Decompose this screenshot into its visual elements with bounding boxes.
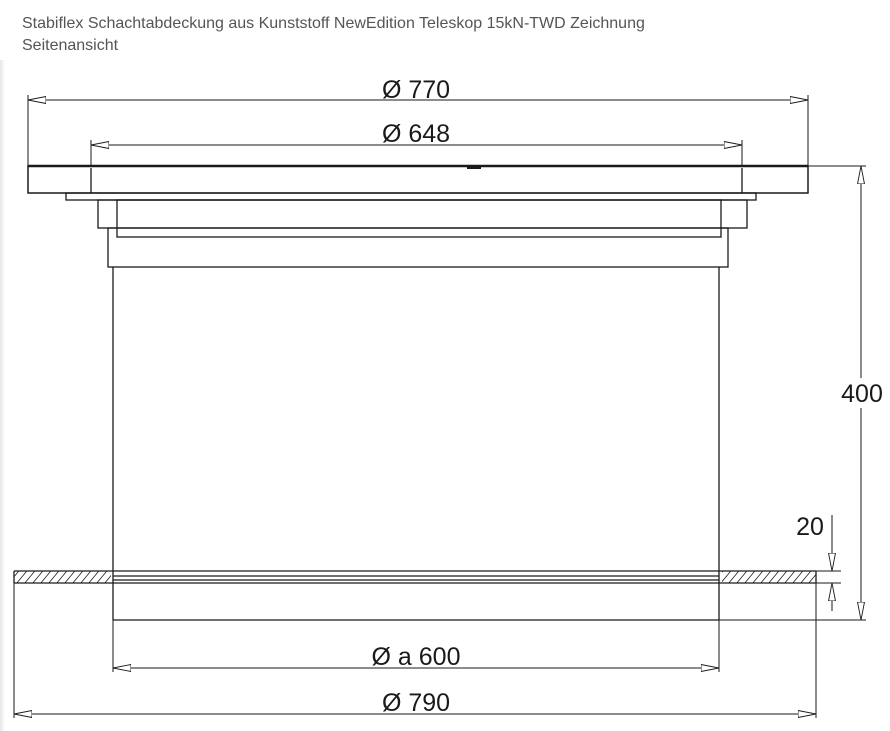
caption-subtitle: Seitenansicht xyxy=(22,37,119,54)
ground-slab xyxy=(14,571,816,583)
caption-title: Stabiflex Schachtabdeckung aus Kunststoff NewEdition Teleskop 15kN-TWD Zeichnung xyxy=(22,15,645,32)
shaft-pipe xyxy=(113,267,719,620)
extension-lines xyxy=(14,95,866,718)
dim-label-height: 400 xyxy=(841,380,883,408)
lid-notch xyxy=(467,166,481,169)
dim-label-base: Ø 790 xyxy=(381,689,451,717)
telescopic-frame xyxy=(66,193,756,267)
dim-label-inner-top: Ø 648 xyxy=(381,120,451,148)
cover-lid xyxy=(28,166,808,193)
dim-label-pipe: Ø a 600 xyxy=(371,643,461,671)
dim-label-outer-top: Ø 770 xyxy=(381,76,451,104)
dim-label-thickness: 20 xyxy=(796,513,824,541)
